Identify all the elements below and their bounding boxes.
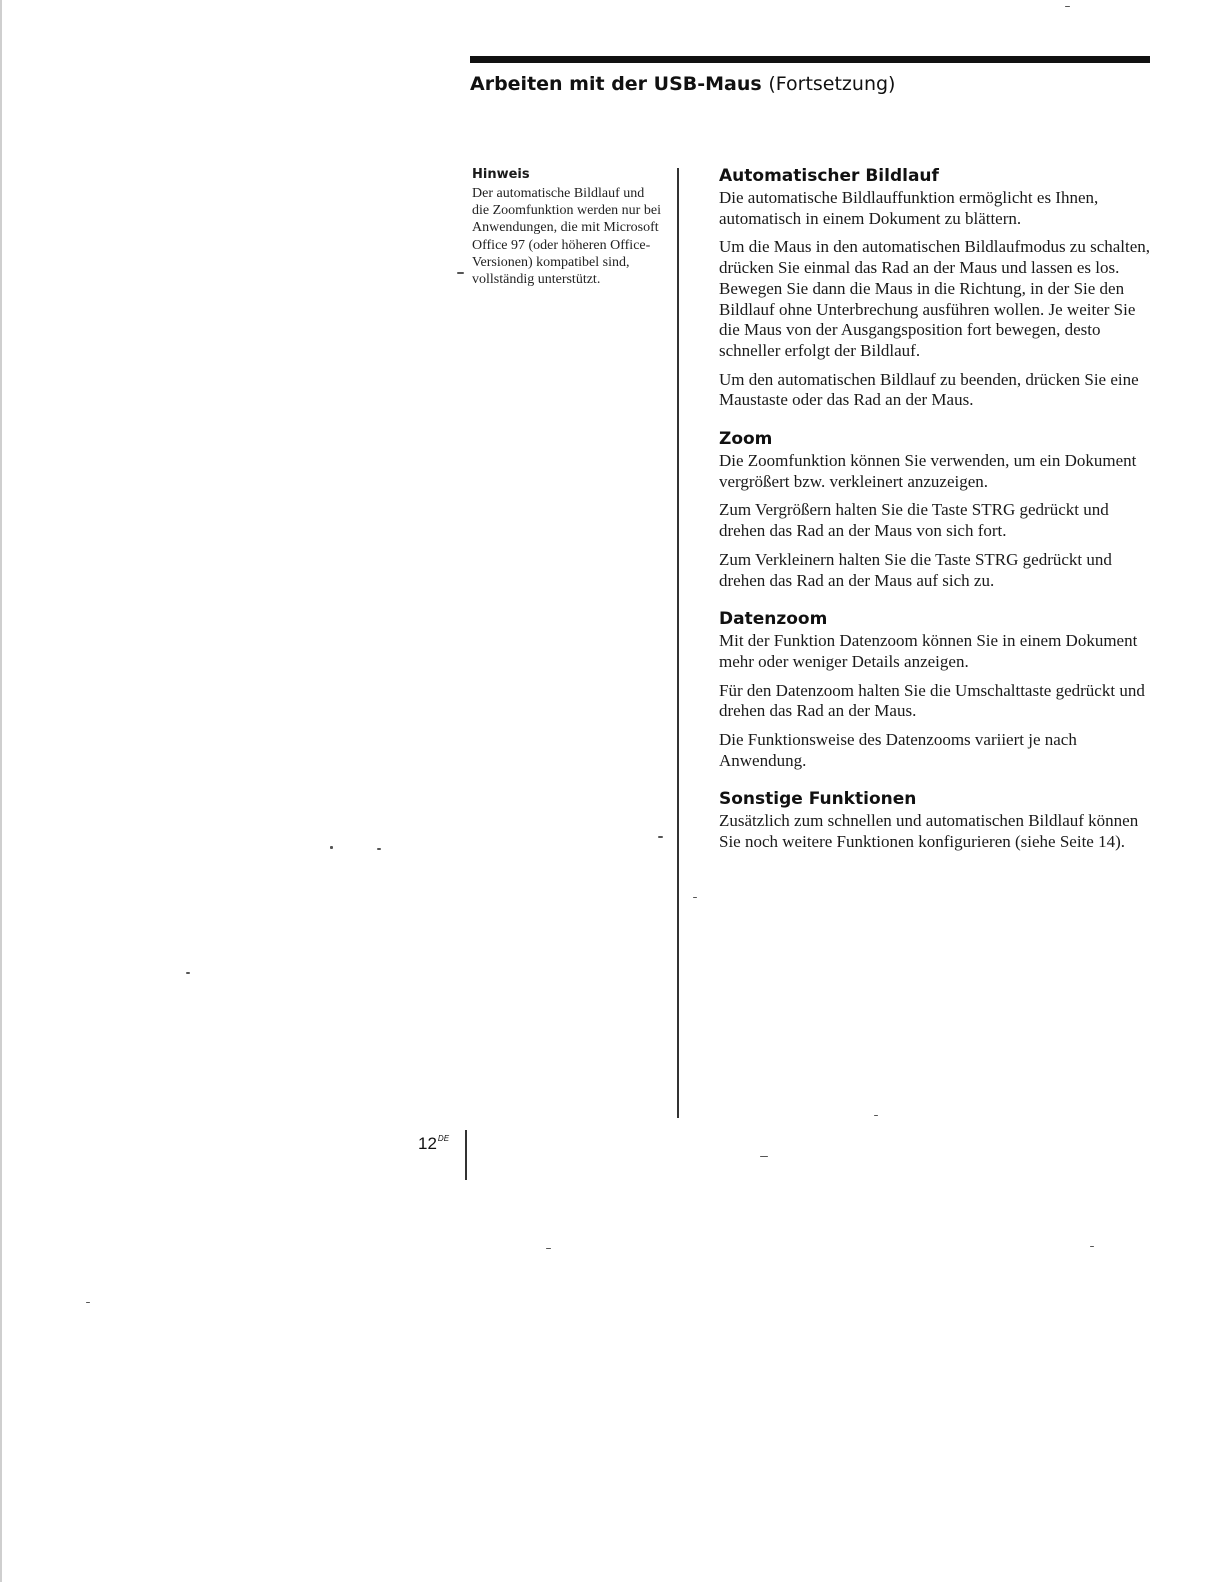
page-header: [470, 70, 895, 98]
header-rule: [470, 56, 1150, 63]
page-number: [418, 1128, 449, 1155]
scan-speck: [874, 1115, 878, 1116]
paragraph: Zusätzlich zum schnellen und automatischen Bildlauf können Sie noch weitere Funktionen konfigurieren (siehe Seite 14).: [719, 811, 1139, 852]
paragraph: Die automatische Bildlauffunktion ermöglicht es Ihnen, automatisch in einem Dokument zu blättern.: [719, 188, 1099, 228]
page-number-rule: [465, 1130, 467, 1180]
note-text: Der automatische Bildlauf und die Zoomfunktion werden nur bei Anwendungen, die mit Microsoft Office 97 (oder höheren Office-Versionen) kompatibel sind, vollständig unterstützt.: [472, 186, 661, 288]
scan-speck: [86, 1302, 90, 1303]
paragraph: Um den automatischen Bildlauf zu beenden, drücken Sie eine Maustaste oder das Rad an der Maus.: [719, 369, 1139, 410]
scan-speck: [1090, 1246, 1094, 1247]
page-number-suffix: DE: [437, 1134, 450, 1143]
section-sonstige-funktionen: [719, 787, 1154, 852]
header-title: Arbeiten mit der USB-Maus: [470, 73, 762, 95]
paragraph: Zum Verkleinern halten Sie die Taste STRG gedrückt und drehen das Rad an der Maus auf sich zu.: [719, 549, 1112, 590]
section-heading: Automatischer Bildlauf: [719, 166, 939, 186]
scan-speck: [1065, 6, 1070, 7]
paragraph: Mit der Funktion Datenzoom können Sie in einem Dokument mehr oder weniger Details anzeigen.: [719, 631, 1138, 671]
scan-speck: [330, 846, 333, 849]
paragraph: Um die Maus in den automatischen Bildlaufmodus zu schalten, drücken Sie einmal das Rad an der Maus und lassen es los. Bewegen Sie dann die Maus in die Richtung, in der Sie den Bildlauf ohne Unterbrechung ausführen wollen. Je weiter Sie die Maus von der Ausgangsposition fort bewegen, desto schneller erfolgt der Bildlauf.: [719, 237, 1151, 360]
header-suffix: (Fortsetzung): [768, 73, 896, 95]
section-heading: Zoom: [719, 429, 773, 450]
scan-speck: [457, 272, 464, 274]
sidebar-note: [472, 166, 662, 288]
page-number-value: 12: [418, 1134, 437, 1153]
main-column: [719, 164, 1154, 869]
section-datenzoom: [719, 607, 1154, 771]
scan-speck: [760, 1156, 768, 1157]
note-title: Hinweis: [472, 167, 530, 182]
section-automatischer-bildlauf: [719, 164, 1154, 411]
section-zoom: [719, 427, 1154, 591]
paragraph: Für den Datenzoom halten Sie die Umschalttaste gedrückt und drehen das Rad an der Maus.: [719, 680, 1145, 721]
section-heading: Datenzoom: [719, 609, 828, 630]
scan-speck: [546, 1248, 551, 1249]
column-divider: [677, 168, 679, 1118]
scan-speck: [693, 897, 697, 898]
section-heading: Sonstige Funktionen: [719, 789, 917, 810]
paragraph: Zum Vergrößern halten Sie die Taste STRG gedrückt und drehen das Rad an der Maus von sich fort.: [719, 500, 1109, 541]
paragraph: Die Funktionsweise des Datenzooms variiert je nach Anwendung.: [719, 730, 1077, 770]
scan-speck: [186, 972, 190, 974]
paragraph: Die Zoomfunktion können Sie verwenden, um ein Dokument vergrößert bzw. verkleinert anzuzeigen.: [719, 451, 1137, 491]
scan-speck: [377, 848, 381, 850]
scan-edge: [0, 0, 2, 1582]
scan-speck: [658, 836, 663, 838]
